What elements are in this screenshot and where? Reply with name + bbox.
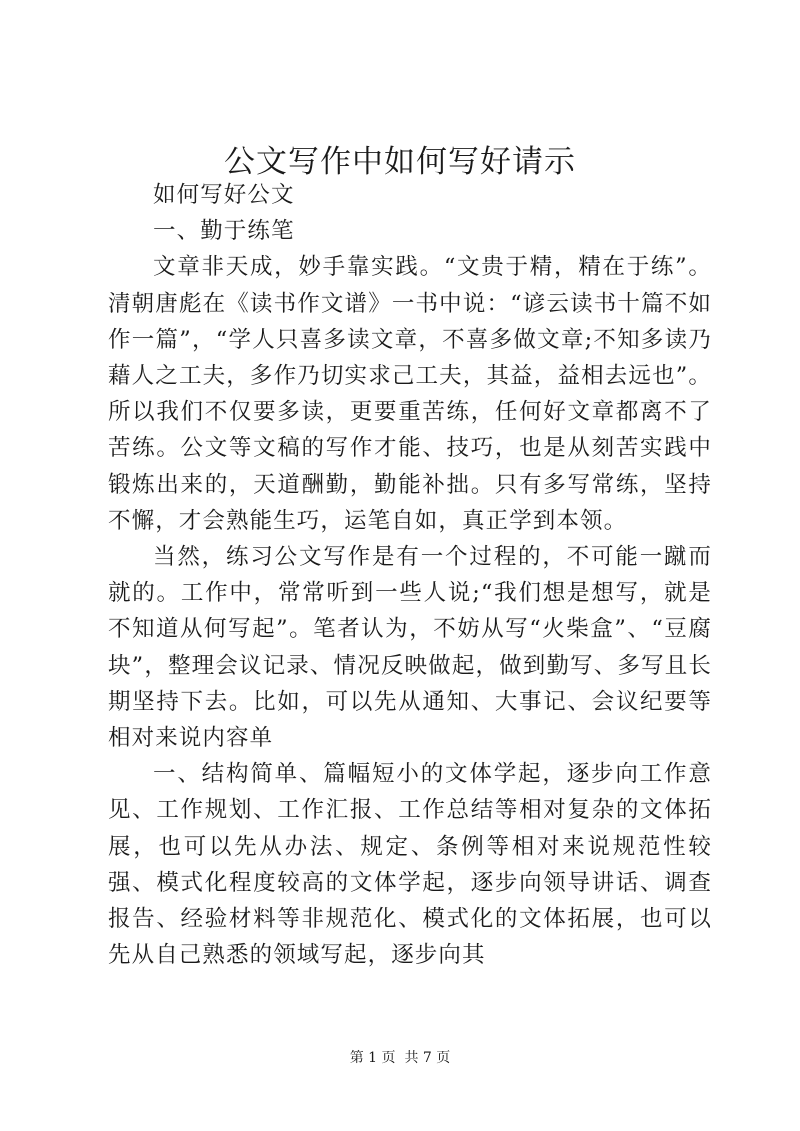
document-body <box>108 177 712 973</box>
paragraph-body-1: 文章非天成，妙手靠实践。“文贵于精，精在于练”。清朝唐彪在《读书作文谱》一书中说：“谚云读书十篇不如作一篇”，“学人只喜多读文章，不喜多做文章;不知多读乃藉人之工夫，多作乃切实求己工夫，其益，益相去远也”。所以我们不仅要多读，更要重苦练，任何好文章都离不了苦练。公文等文稿的写作才能、技巧，也是从刻苦实践中锻炼出来的，天道酬勤，勤能补拙。只有多写常练，坚持不懈，才会熟能生巧，运笔自如，真正学到本领。 <box>108 254 712 534</box>
paragraph-body-2: 当然，练习公文写作是有一个过程的，不可能一蹴而就的。工作中，常常听到一些人说;“我们想是想写，就是不知道从何写起”。笔者认为，不妨从写“火柴盒”、“豆腐块”，整理会议记录、情况反映做起，做到勤写、多写且长期坚持下去。比如，可以先从通知、大事记、会议纪要等相对来说内容单 <box>108 544 712 752</box>
paragraph-section-heading: 一、勤于练笔 <box>153 218 295 245</box>
paragraph-subtitle: 如何写好公文 <box>153 182 295 208</box>
page-number: 第 1 页 共 7 页 <box>349 1050 451 1066</box>
page-footer <box>0 1048 800 1068</box>
paragraph-body-3: 一、结构简单、篇幅短小的文体学起，逐步向工作意见、工作规划、工作汇报、工作总结等相对复杂的文体拓展，也可以先从办法、规定、条例等相对来说规范性较强、模式化程度较高的文体学起，逐步向领导讲话、调查报告、经验材料等非规范化、模式化的文体拓展，也可以先从自己熟悉的领域写起，逐步向其 <box>108 761 712 969</box>
document-title: 公文写作中如何写好请示 <box>224 144 576 180</box>
